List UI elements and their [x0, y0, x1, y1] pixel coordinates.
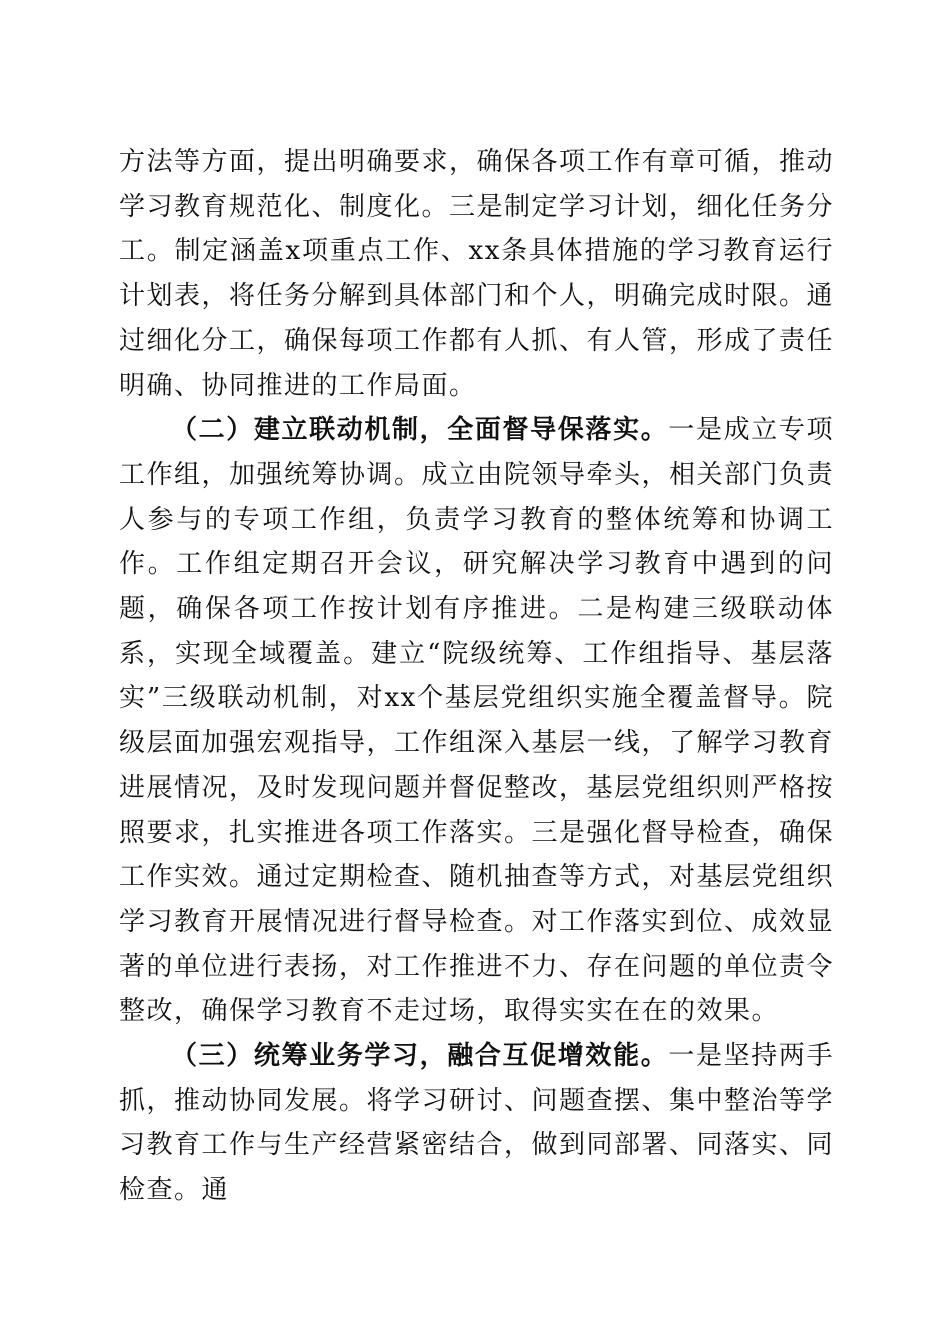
paragraph-continuation — [119, 140, 834, 408]
paragraph-section-2 — [119, 408, 834, 1034]
section-heading: （二）建立联动机制，全面督导保落实。 — [171, 415, 669, 446]
paragraph-section-3 — [119, 1034, 834, 1213]
document-body — [119, 140, 834, 1213]
paragraph-body: 一是成立专项工作组，加强统筹协调。成立由院领导牵头，相关部门负责人参与的专项工作组，负责学习教育的整体统筹和协调工作。工作组定期召开会议，研究解决学习教育中遇到的问题，确保各项工作按计划有序推进。二是构建三级联动体系，实现全域覆盖。建立“院级统筹、工作组指导、基层落实”三级联动机制，对xx个基层党组织实施全覆盖督导。院级层面加强宏观指导，工作组深入基层一线，了解学习教育进展情况，及时发现问题并督促整改，基层党组织则严格按照要求，扎实推进各项工作落实。三是强化督导检查，确保工作实效。通过定期检查、随机抽查等方式，对基层党组织学习教育开展情况进行督导检查。对工作落实到位、成效显著的单位进行表扬，对工作推进不力、存在问题的单位责令整改，确保学习教育不走过场，取得实实在在的效果。 — [119, 415, 835, 1027]
section-heading: （三）统筹业务学习，融合互促增效能。 — [171, 1041, 669, 1072]
paragraph-body: 一是坚持两手抓，推动协同发展。将学习研讨、问题查摆、集中整治等学习教育工作与生产经营紧密结合，做到同部署、同落实、同检查。通 — [119, 1041, 835, 1206]
paragraph-body: 方法等方面，提出明确要求，确保各项工作有章可循，推动学习教育规范化、制度化。三是制定学习计划，细化任务分工。制定涵盖x项重点工作、xx条具体措施的学习教育运行计划表，将任务分解到具体部门和个人，明确完成时限。通过细化分工，确保每项工作都有人抓、有人管，形成了责任明确、协同推进的工作局面。 — [119, 147, 835, 401]
